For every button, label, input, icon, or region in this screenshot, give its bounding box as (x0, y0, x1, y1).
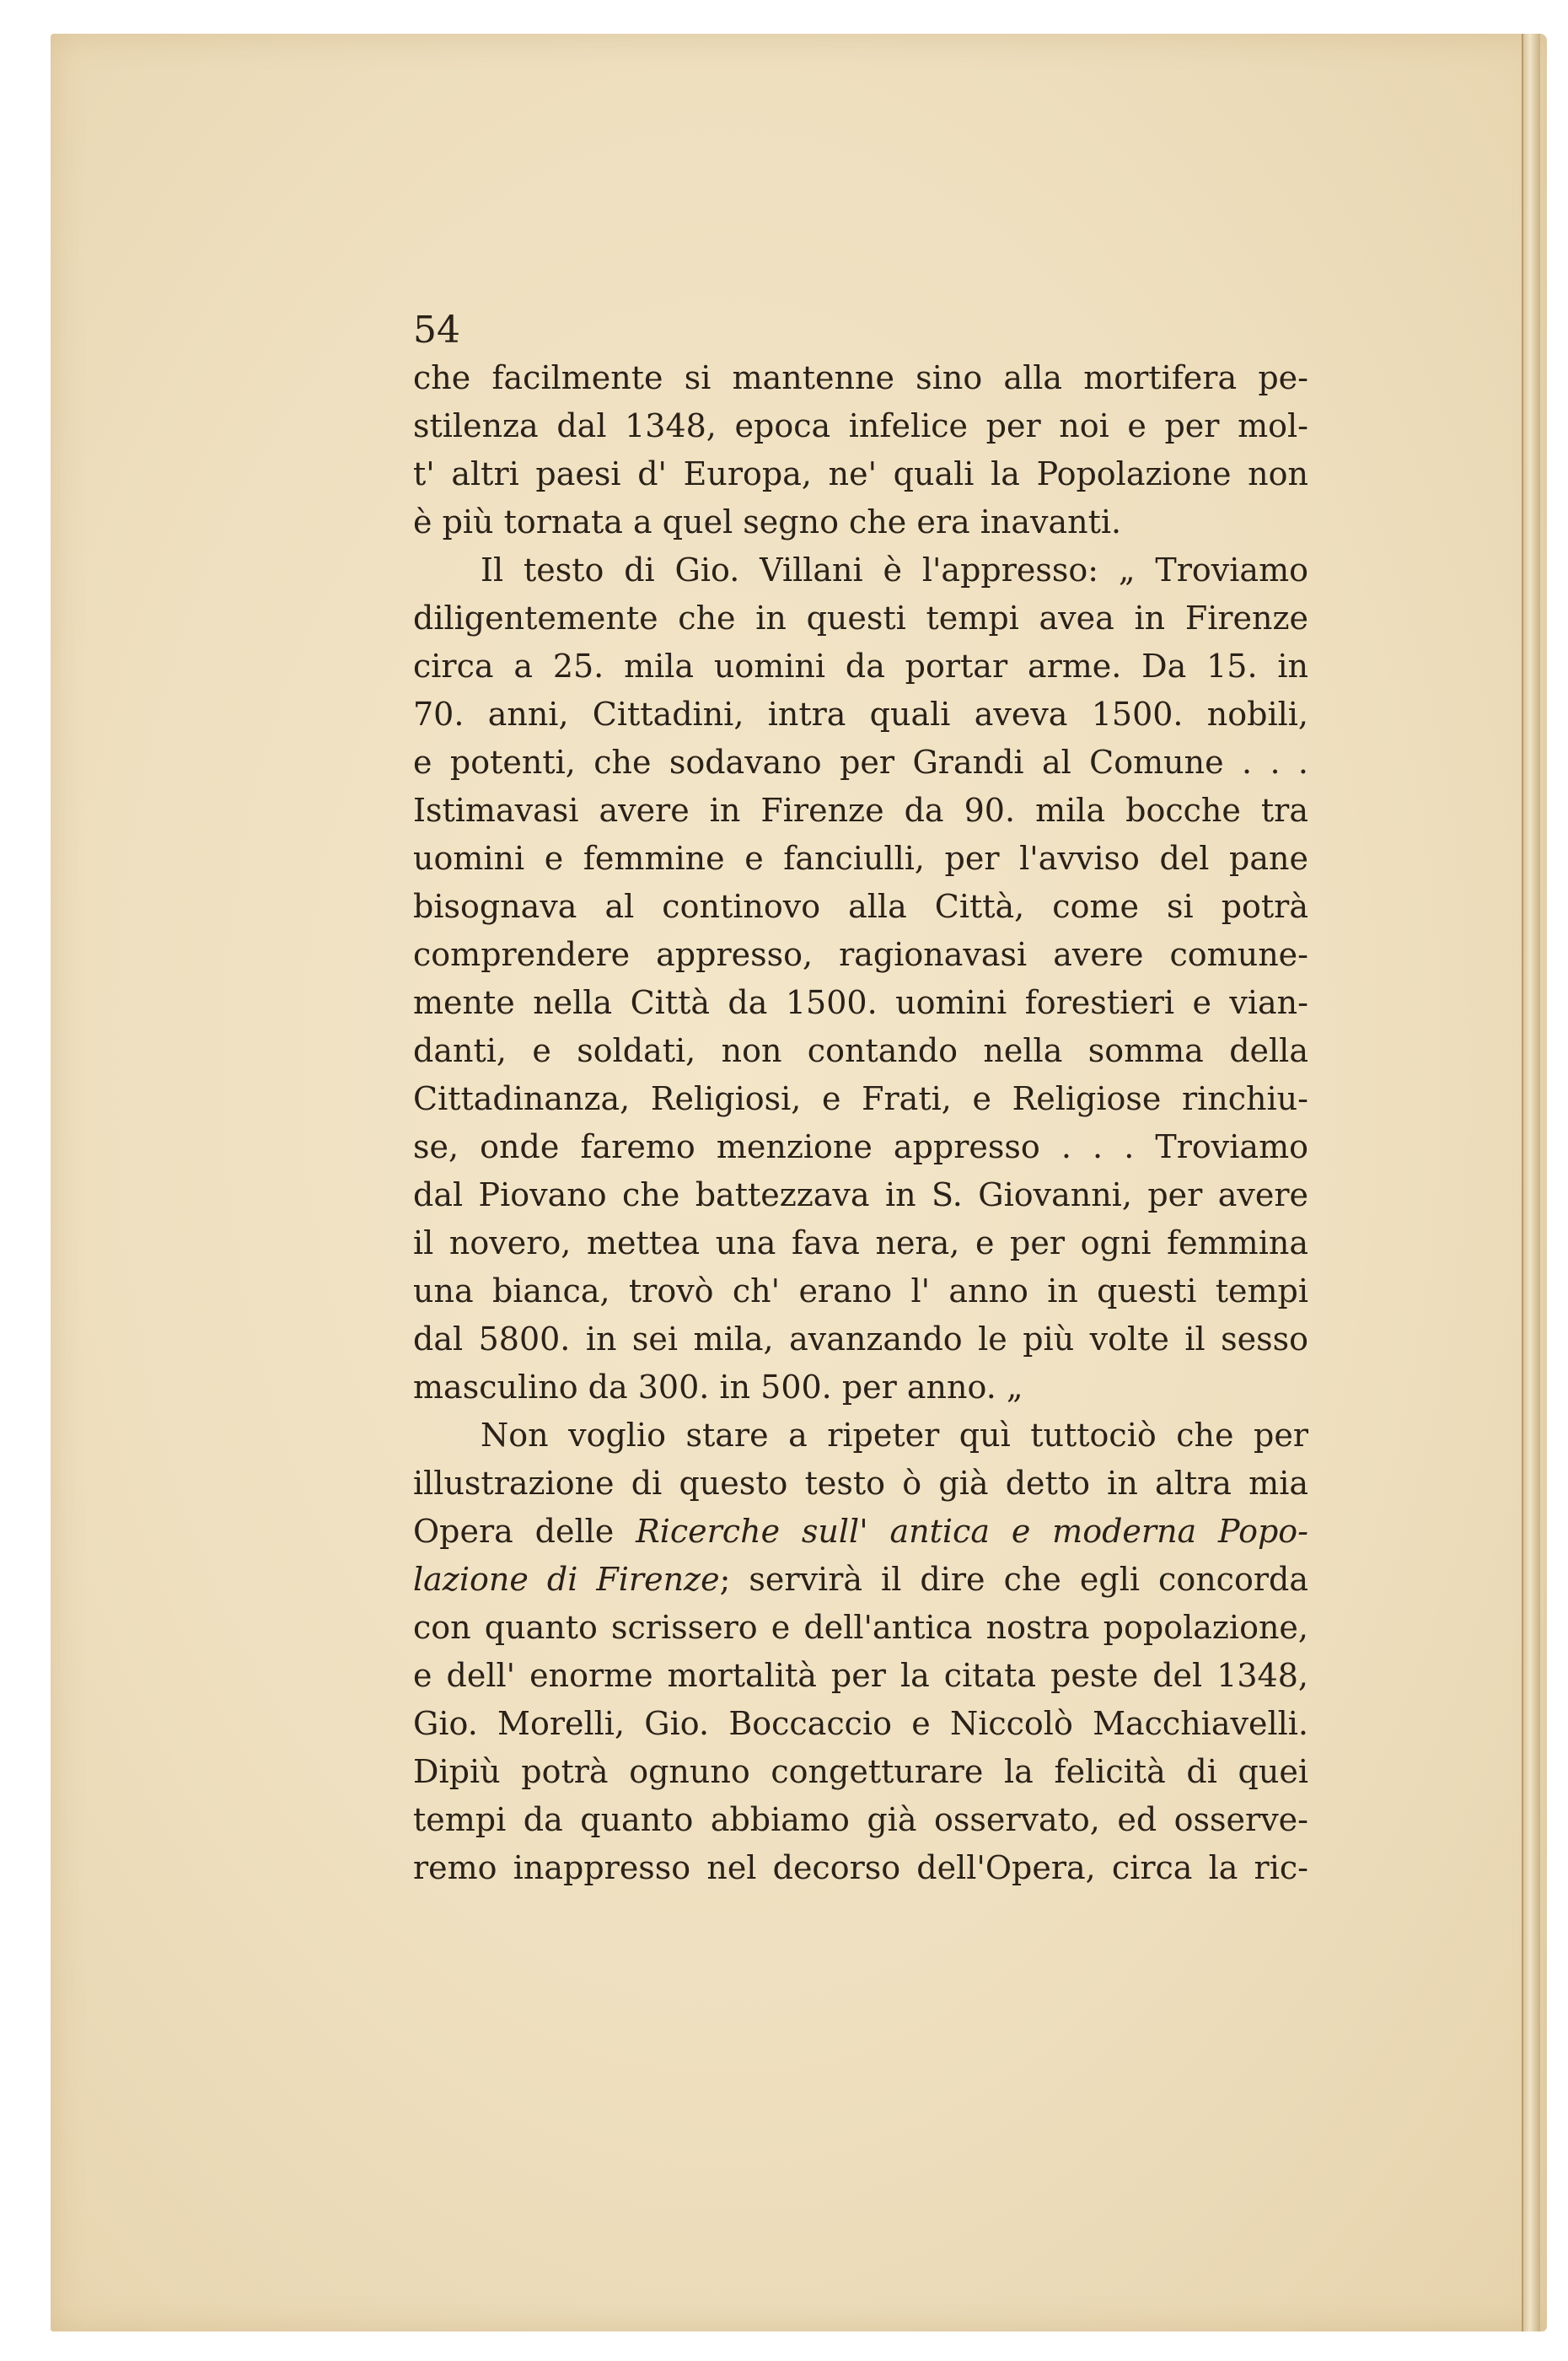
text-line: è più tornata a quel segno che era inavanti. (413, 503, 1122, 541)
text-line: una bianca, trovò ch' erano l' anno in questi tempi (413, 1272, 1308, 1310)
text-line: Dipiù potrà ognuno congetturare la felicità di quei (413, 1753, 1308, 1790)
text-line: Non voglio stare a ripeter quì tuttociò che per (481, 1417, 1308, 1454)
book-title-italic: lazione di Firenze (413, 1561, 720, 1598)
text-line: se, onde faremo menzione appresso . . . Troviamo (413, 1128, 1308, 1165)
text-line: comprendere appresso, ragionavasi avere comune- (413, 936, 1308, 973)
text-line: illustrazione di questo testo ò già detto in altra mia (413, 1465, 1308, 1502)
text-line: masculino da 300. in 500. per anno. „ (413, 1369, 1023, 1406)
text-line: diligentemente che in questi tempi avea in Firenze (413, 600, 1308, 637)
text-block (413, 310, 1308, 1892)
text-line: il novero, mettea una fava nera, e per ogni femmina (413, 1224, 1308, 1261)
text-line: con quanto scrissero e dell'antica nostra popolazione, (413, 1609, 1308, 1646)
text-line: Istimavasi avere in Firenze da 90. mila bocche tra (413, 792, 1308, 829)
text-line-with-title (413, 1508, 1308, 1556)
page-edge (1522, 34, 1540, 2331)
text-line: Cittadinanza, Religiosi, e Frati, e Religiose rinchiu- (413, 1080, 1308, 1117)
text-run: Opera delle (413, 1513, 636, 1550)
text-line: danti, e soldati, non contando nella somma della (413, 1032, 1308, 1069)
text-line: remo inappresso nel decorso dell'Opera, circa la ric- (413, 1849, 1308, 1886)
text-line: Gio. Morelli, Gio. Boccaccio e Niccolò Macchiavelli. (413, 1705, 1308, 1742)
page-number: 54 (413, 309, 460, 352)
text-line: che facilmente si mantenne sino alla mortifera pe- (413, 359, 1308, 396)
paragraph-1 (413, 354, 1308, 546)
text-line: Il testo di Gio. Villani è l'appresso: „ Troviamo (481, 551, 1308, 589)
text-line: bisognava al continovo alla Città, come si potrà (413, 888, 1308, 925)
text-line: t' altri paesi d' Europa, ne' quali la Popolazione non (413, 455, 1308, 492)
text-line: stilenza dal 1348, epoca infelice per noi e per mol- (413, 407, 1308, 444)
paragraph-3 (413, 1412, 1308, 1892)
text-line: e dell' enorme mortalità per la citata peste del 1348, (413, 1657, 1308, 1694)
text-line: uomini e femmine e fanciulli, per l'avviso del pane (413, 840, 1308, 877)
text-line: circa a 25. mila uomini da portar arme. Da 15. in (413, 648, 1308, 685)
text-line: dal Piovano che battezzava in S. Giovanni, per avere (413, 1176, 1308, 1213)
text-line: dal 5800. in sei mila, avanzando le più volte il sesso (413, 1320, 1308, 1358)
paragraph-2-villani-quote (413, 546, 1308, 1412)
text-line: tempi da quanto abbiamo già osservato, ed osserve- (413, 1801, 1308, 1838)
text-line: mente nella Città da 1500. uomini forestieri e vian- (413, 984, 1308, 1021)
text-line: 70. anni, Cittadini, intra quali aveva 1500. nobili, (413, 696, 1308, 733)
text-line: e potenti, che sodavano per Grandi al Comune . . . (413, 744, 1308, 781)
book-title-italic: Ricerche sull' antica e moderna Popo- (636, 1513, 1308, 1550)
text-line-with-title (413, 1556, 1308, 1604)
text-run: ; servirà il dire che egli concorda (719, 1561, 1308, 1598)
